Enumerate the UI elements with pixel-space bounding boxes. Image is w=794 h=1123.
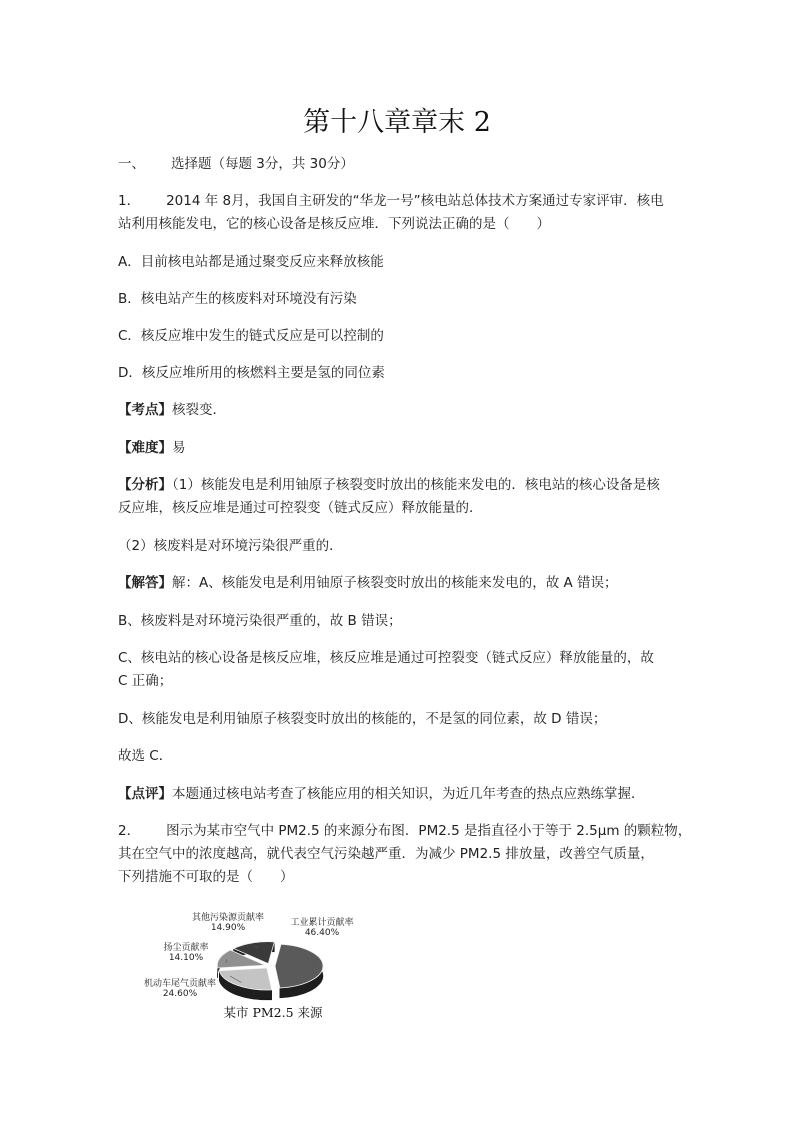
q2-stem [118,820,698,889]
q1-stem-line1: 2014 年 8月，我国自主研发的“华龙一号”核电站总体技术方案通过专家评审．核电 [166,193,664,209]
q1-option-b: B．核电站产生的核废料对环境没有污染 [118,291,357,307]
q1-option-c: C．核反应堆中发生的链式反应是可以控制的 [118,328,384,344]
pie-category-label-3: 其他污染源贡献率 [191,913,265,923]
q1-option-d: D．核反应堆所用的核燃料主要是氢的同位素 [118,365,385,381]
section-text: 选择题（每题 3分，共 30分） [171,156,354,172]
q2-stem-line2: 其在空气中的浓度越高，就代表空气污染越严重．为减少 PM2.5 排放量，改善空气质量， [118,846,654,862]
jieda-text: 解：A、核能发电是利用铀原子核裂变时放出的核能来发电的，故 A 错误； [172,575,618,591]
jieda-c-line1: C、核电站的核心设备是核反应堆，核反应堆是通过可控裂变（链式反应）释放能量的，故 [118,650,654,666]
pie-category-label-0: 工业累计贡献率 [290,918,354,928]
nandu-label: 【难度】 [118,440,172,456]
q1-option-a: A．目前核电站都是通过聚变反应来释放核能 [118,254,384,270]
q1-answer: 故选 C． [118,748,173,764]
jieda-label: 【解答】 [118,575,172,591]
jieda-b: B、核废料是对环境污染很严重的，故 B 错误； [118,613,402,629]
pie-category-label-2: 扬尘贡献率 [163,943,209,953]
fenxi-line3: （2）核废料是对环境污染很严重的． [118,538,343,554]
kaodian-text: 核裂变． [172,402,226,418]
pie-slices [217,942,323,1000]
section-heading [118,153,354,176]
q2-stem-line3: 下列措施不可取的是（ ） [118,869,294,885]
pie-value-label-0: 46.40% [304,928,340,938]
pie-value-label-3: 14.90% [210,923,246,933]
q1-stem-line2: 站利用核能发电，它的核心设备是核反应堆．下列说法正确的是（ ） [118,216,550,232]
pie-value-label-2: 14.10% [168,953,204,963]
nandu-text: 易 [172,440,186,456]
fenxi-line1: （1）核能发电是利用铀原子核裂变时放出的核能来发电的．核电站的核心设备是核 [172,477,660,493]
q1-dianping [118,783,645,806]
q1-fenxi [118,474,683,520]
dianping-label: 【点评】 [118,786,172,802]
jieda-c [118,647,683,693]
q2-number: 2． [118,823,141,839]
fenxi-label: 【分析】 [118,477,172,493]
jieda-d: D、核能发电是利用铀原子核裂变时放出的核能的，不是氢的同位素，故 D 错误； [118,711,607,727]
pm25-pie-chart [108,908,388,1026]
page-title: 第十八章章末 2 [303,107,491,138]
section-number: 一、 [118,156,145,172]
chart-title: 某市 PM2.5 来源 [223,1005,323,1020]
q1-jieda [118,572,618,595]
q1-kaodian [118,399,226,422]
dianping-text: 本题通过核电站考查了核能应用的相关知识，为近几年考查的热点应熟练掌握． [172,786,645,802]
pie-value-label-1: 24.60% [162,989,198,999]
fenxi-line2: 反应堆，核反应堆是通过可控裂变（链式反应）释放能量的． [118,500,483,516]
q1-nandu [118,437,186,460]
kaodian-label: 【考点】 [118,402,172,418]
pie-category-label-1: 机动车尾气贡献率 [143,979,217,989]
q1-number: 1． [118,193,141,209]
q2-stem-line1: 图示为某市空气中 PM2.5 的来源分布图．PM2.5 是指直径小于等于 2.5μm 的颗粒物， [166,823,692,839]
q1-stem [118,190,683,236]
jieda-c-line2: C 正确； [118,673,173,689]
